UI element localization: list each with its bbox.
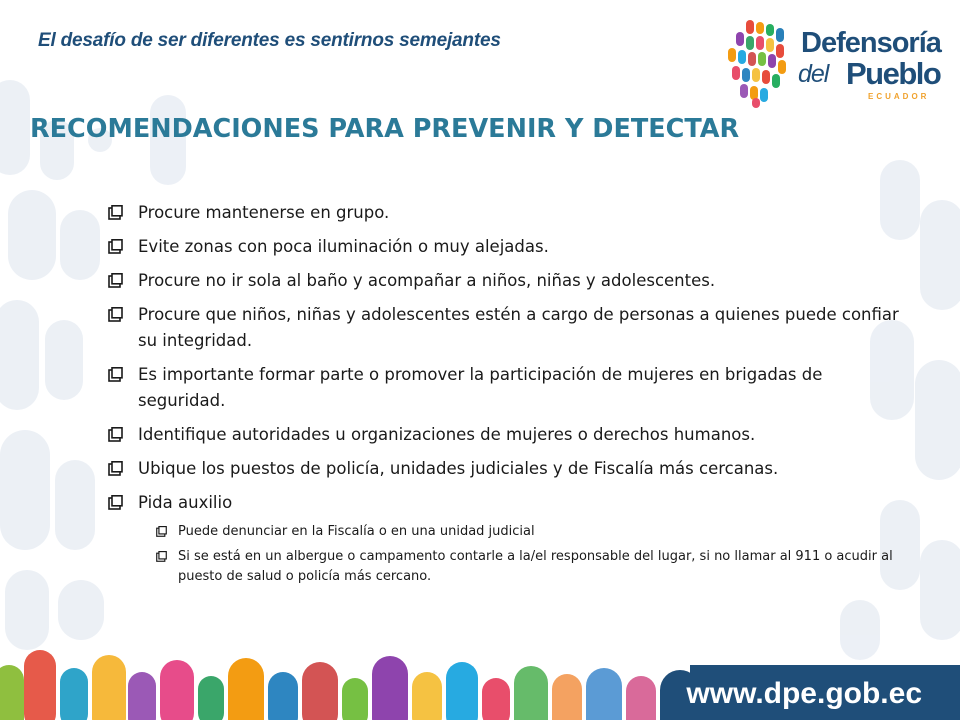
checkbox-bullet-icon [156,551,167,562]
checkbox-bullet-icon [108,205,123,220]
list-item [108,456,908,482]
list-item-text: Procure mantenerse en grupo. [138,203,390,222]
logo-word-pueblo: Pueblo [846,56,941,91]
checkbox-bullet-icon [108,273,123,288]
checkbox-bullet-icon [108,239,123,254]
defensoria-logo [718,18,958,118]
tagline: El desafío de ser diferentes es sentirnos semejantes [38,30,501,51]
recommendation-list [108,200,908,592]
list-item-text: Procure no ir sola al baño y acompañar a niños, niñas y adolescentes. [138,271,716,290]
logo-word-del: del [798,60,829,88]
list-item-text: Ubique los puestos de policía, unidades judiciales y de Fiscalía más cercanas. [138,459,779,478]
list-item-text: Pida auxilio [138,493,233,512]
website-url[interactable]: www.dpe.gob.ec [686,677,922,710]
list-item [108,422,908,448]
checkbox-bullet-icon [108,307,123,322]
slide-title: RECOMENDACIONES PARA PREVENIR Y DETECTAR [30,114,740,144]
list-item [108,362,908,414]
list-item [108,234,908,260]
list-item [108,302,908,354]
sub-list-item-text: Si se está en un albergue o campamento contarle a la/el responsable del lugar, si no llamar al 911 o acudir al puesto de salud o policía más cercano. [178,549,893,584]
list-item-text: Procure que niños, niñas y adolescentes estén a cargo de personas a quienes puede confiar su integridad. [138,305,899,350]
logo-mosaic-icon [718,18,798,110]
sub-list-item-text: Puede denunciar en la Fiscalía o en una unidad judicial [178,524,535,539]
checkbox-bullet-icon [108,367,123,382]
logo-country: ECUADOR [868,92,930,101]
list-item [108,200,908,226]
list-item-text: Identifique autoridades u organizaciones de mujeres o derechos humanos. [138,425,756,444]
logo-word-defensoria: Defensoría [801,27,941,59]
sub-list-item [156,522,908,542]
list-item-text: Evite zonas con poca iluminación o muy alejadas. [138,237,549,256]
checkbox-bullet-icon [108,495,123,510]
list-item [108,268,908,294]
sub-list-item [156,547,908,587]
list-item [108,490,908,516]
list-item-text: Es importante formar parte o promover la participación de mujeres en brigadas de seguridad. [138,365,823,410]
checkbox-bullet-icon [156,526,167,537]
checkbox-bullet-icon [108,461,123,476]
checkbox-bullet-icon [108,427,123,442]
